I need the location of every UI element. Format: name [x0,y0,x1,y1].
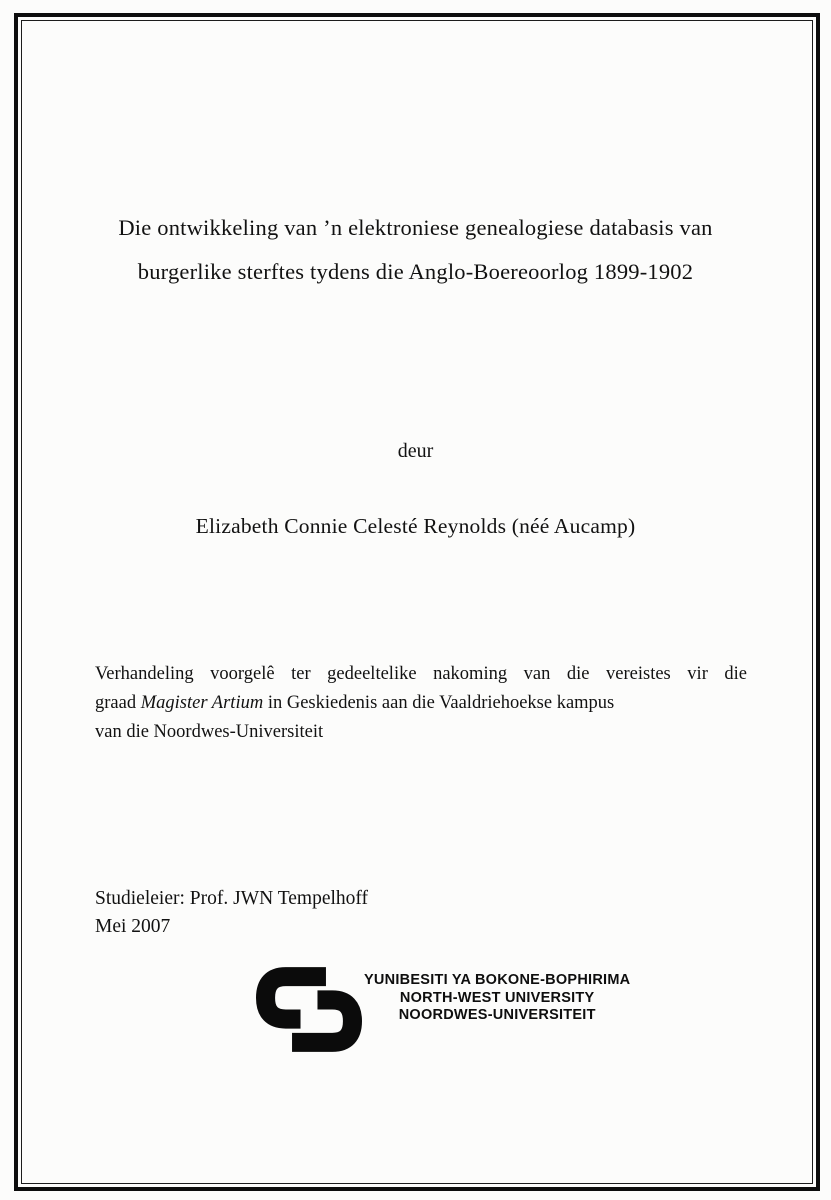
university-logo-text [364,967,630,1025]
date-line: Mei 2007 [95,915,171,937]
degree-statement-line-2-pre: graad [95,693,141,713]
thesis-title [60,206,771,294]
supervisor-line: Studieleier: Prof. JWN Tempelhoff [95,888,369,909]
degree-statement-line-3: van die Noordwes-Universiteit [95,722,324,742]
university-logo [256,967,630,1052]
university-name-afrikaans: NOORDWES-UNIVERSITEIT [398,1007,596,1023]
degree-statement-line-1: Verhandeling voorgelê ter gedeeltelike nakoming van die vereistes vir die [95,664,747,684]
supervisor-block [95,885,368,940]
degree-name-italic: Magister Artium [140,693,264,713]
author-name: Elizabeth Connie Celesté Reynolds (néé Aucamp) [195,514,636,538]
thesis-title-line-1: Die ontwikkeling van ’n elektroniese genealogiese databasis van [118,215,713,240]
university-name-english: NORTH-WEST UNIVERSITY [399,989,595,1006]
thesis-title-line-2: burgerlike sterftes tydens die Anglo-Boereoorlog 1899-1902 [137,259,694,284]
byline-label: deur [397,440,434,462]
university-name-setswana: YUNIBESITI YA BOKONE-BOPHIRIMA [364,972,631,988]
degree-statement [95,660,747,747]
degree-statement-line-2-post: in Geskiedenis aan die Vaaldriehoekse kampus [263,693,615,713]
nwu-interlocked-links-icon [256,967,362,1052]
degree-statement-line-2 [95,689,747,718]
